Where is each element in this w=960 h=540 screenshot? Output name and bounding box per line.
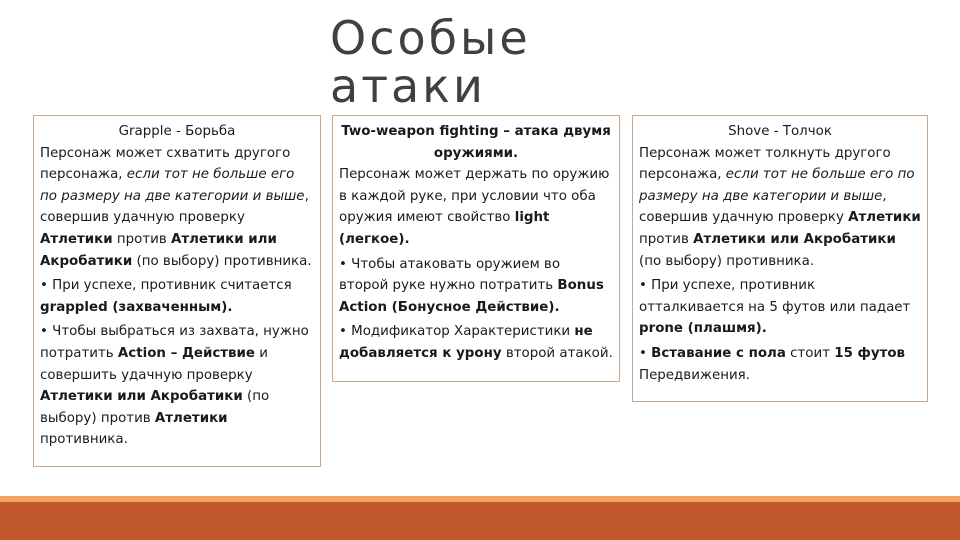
two-weapon-heading: Two-weapon fighting – атака двумя оружиями. [341, 124, 611, 161]
shove-heading: Shove - Толчок [728, 124, 832, 139]
grapple-bullet-success: • При успехе, противник считается grappled (захваченным). [40, 278, 292, 315]
footer-bar [0, 502, 960, 540]
title-line-2: атаки [330, 59, 486, 113]
grapple-bullet-escape: • Чтобы выбраться из захвата, нужно потратить Action – Действие и совершить удачную проверку Атлетики или Акробатики (по выбору) против Атлетики противника. [40, 324, 309, 448]
shove-description: Персонаж может толкнуть другого персонажа, если тот не больше его по размеру на две категории и выше, совершив удачную проверку Атлетики против Атлетики или Акробатики (по выбору) противника. [639, 145, 921, 269]
two-weapon-textbox[interactable] [332, 115, 620, 382]
shove-bullet-standup: • Вставание с пола стоит 15 футов Передвижения. [639, 345, 906, 383]
shove-bullet-success: • При успехе, противник отталкивается на 5 футов или падает prone (плашмя). [639, 278, 911, 337]
title-line-1: Особые [330, 11, 531, 65]
two-weapon-bullet-bonus: • Чтобы атаковать оружием во второй руке нужно потратить Bonus Action (Бонусное Действие). [339, 256, 604, 315]
grapple-textbox[interactable] [33, 115, 321, 467]
grapple-description: Персонаж может схватить другого персонажа, если тот не больше его по размеру на две категории и выше, совершив удачную проверку Атлетики против Атлетики или Акробатики (по выбору) противника. [40, 145, 312, 269]
slide-title [330, 11, 630, 113]
grapple-heading: Grapple - Борьба [118, 124, 236, 139]
two-weapon-bullet-modifier: • Модификатор Характеристики не добавляется к урону второй атакой. [339, 324, 613, 361]
two-weapon-description: Персонаж может держать по оружию в каждой руке, при условии что оба оружия имеют свойство light (легкое). [339, 167, 610, 247]
shove-textbox[interactable] [632, 115, 928, 402]
